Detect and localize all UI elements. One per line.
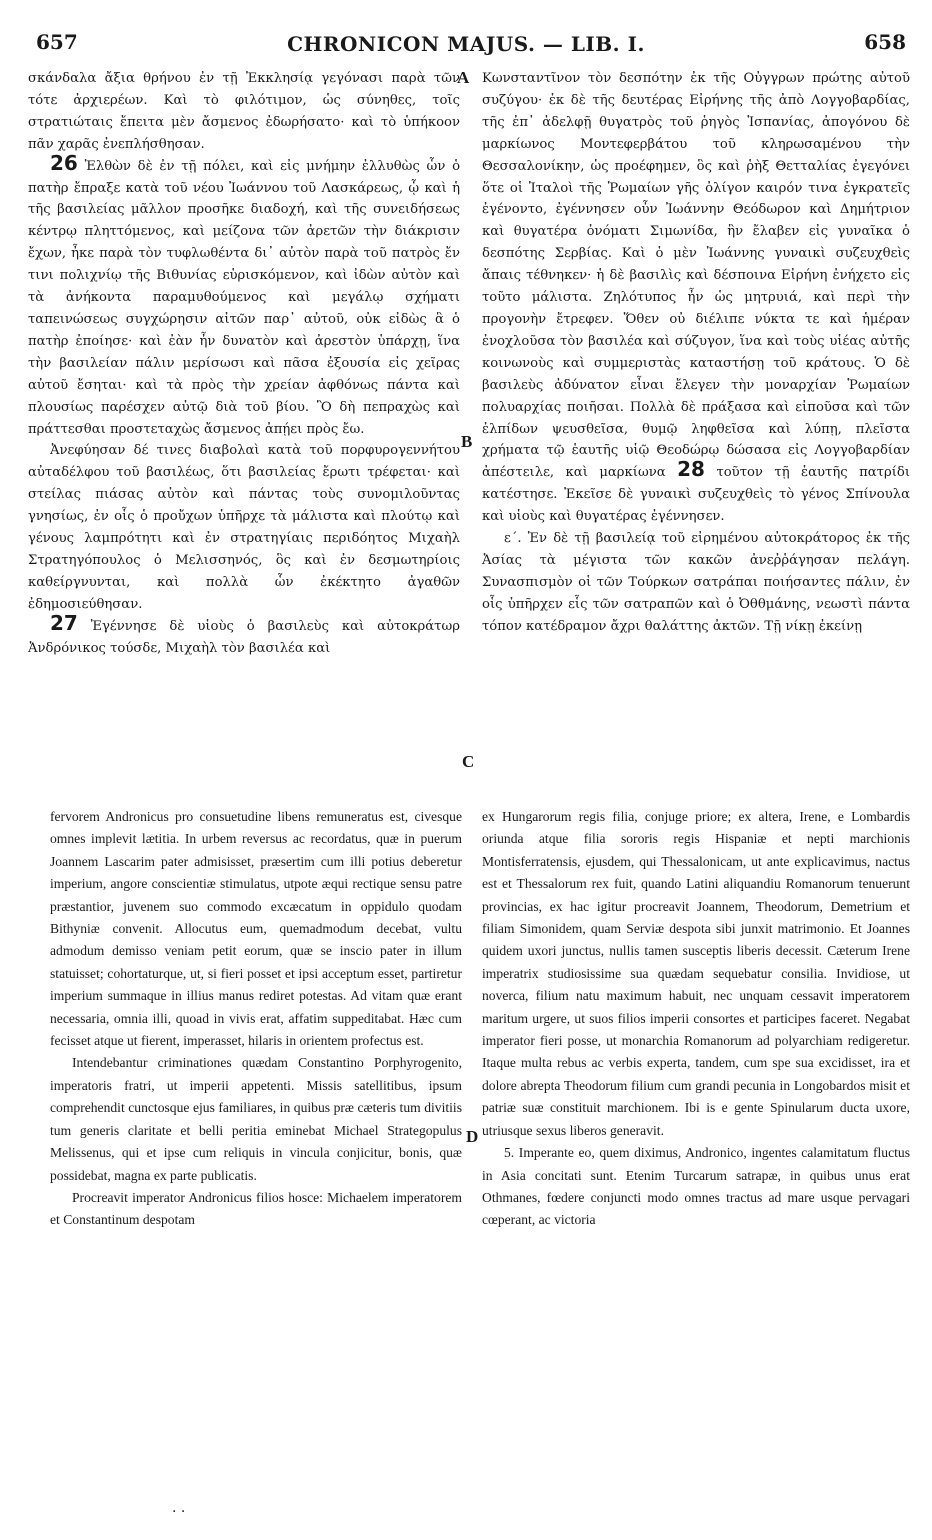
greek-right-paragraph-1	[482, 68, 910, 528]
page-speck: . .	[172, 1500, 186, 1516]
running-title: CHRONICON MAJUS. — LIB. I.	[287, 32, 645, 56]
latin-column-left	[50, 806, 462, 1232]
section-number-26: 26	[50, 150, 78, 175]
greek-column-right	[482, 68, 910, 638]
latin-column-right	[482, 806, 910, 1232]
section-number-27: 27	[50, 610, 78, 635]
greek-left-paragraph-4-text: Ἐγέννησε δὲ υἱοὺς ὁ βασιλεὺς καὶ αὐτοκράτωρ Ἀνδρόνικος τούσδε, Μιχαὴλ τὸν βασιλέα καὶ	[28, 618, 460, 656]
greek-column-left	[28, 68, 460, 659]
greek-left-paragraph-2-text: Ἐλθὼν δὲ ἐν τῇ πόλει, καὶ εἰς μνήμην ἐλλυθὼς ὧν ὁ πατὴρ ἔπραξε κατὰ τοῦ νέου Ἰωάννου τοῦ Λασκάρεως, ᾧ καὶ ἡ τῆς βασιλείας μᾶλλον προσῆκε διαδοχή, καὶ τῆς συνειδήσεως κέντρῳ πληττόμενος, καὶ μείζονα τῶν ἀρετῶν τὴν διάκρισιν ἔχων, ἦκε παρὰ τὸν τυφλωθέντα δι᾽ αὐτὸν παρὰ τοῦ πατρὸς ἔν τινι πολιχνίῳ τῆς Βιθυνίας εὑρισκόμενον, καὶ ἰδὼν αὐτὸν καὶ τὰ ἀνήκοντα παραμυθούμενος καὶ μεγάλῳ σχήματι ταπεινώσεως συγχώρησιν αἰτῶν παρ᾽ αὐτοῦ, οὐκ εἰδὼς ἃ ὁ πατὴρ ἐποίησε· καὶ ἐὰν ἦν δυνατὸν καὶ ἀρεστὸν ὑπάρχῃ, ἵνα τὴν βασιλείαν πάλιν μερίσωσι καὶ πᾶσα ἐξουσία εἰς χεῖρας αὐτοῦ ἔσηται· καὶ τὰ πρὸς τὴν χρείαν ἀφθόνως πάντα καὶ πλουσίως παρέσχεν αὐτῷ διὰ τοῦ βίου. Ὃ δὴ πεπραχὼς καὶ πράττεσθαι προστεταχὼς ἄσμενος ἀπῄει πρὸς ἔω.	[28, 158, 461, 437]
section-number-28: 28	[677, 457, 705, 482]
page-number-right: 658	[864, 30, 906, 54]
margin-letter-a: A	[457, 68, 470, 87]
greek-left-paragraph-4	[28, 610, 460, 660]
page-number-left: 657	[36, 30, 78, 54]
margin-letter-c: C	[462, 752, 475, 771]
greek-right-paragraph-1a: Κωνσταντῖνον τὸν δεσπότην ἐκ τῆς Οὐγγρων πρώτης αὐτοῦ συζύγου· ἐκ δὲ τῆς δευτέρας Εἰρήνης τῆς ἀπὸ Λογγοβαρδίας, τῆς ἐπ᾽ ἀδελφῇ θυγατρὸς τοῦ ῥηγὸς Ἱσπανίας, ἀπογόνου δὲ μαρκίωνος Μοντεφερβάτου τοῦ κληρωσαμένου τὴν Θεσσαλονίκην, ὡς προέφημεν, ὃς καὶ ῥὴξ Θετταλίας ἐγεγόνει ὅτε οἱ Ἰταλοὶ τῆς Ῥωμαίων γῆς ὀλίγον καιρόν τινα ἐγκρατεῖς ἐγένοντο, ἐγέννησεν οὖν Ἰωάννην Θεόδωρον καὶ Δημήτριον καὶ θυγατέρα ὀνόματι Σιμωνίδα, ἣν ἔλαβεν εἰς γυναῖκα ὁ δεσπότης Σερβίας. Καὶ ὁ μὲν Ἰωάννης γυναικὶ συζευχθεὶς ἄπαις τέθνηκεν· ἡ δὲ βασιλὶς καὶ δέσποινα Εἰρήνη ἐνήχετο εἰς τοῦτο μάλιστα. Ζηλότυπος ἦν ὡς μητρυιά, καὶ περὶ τὴν προγονὴν ἔτρεφεν. Ὅθεν οὐ διέλιπε νύκτα τε καὶ ἡμέραν ἐνοχλοῦσα τὸν βασιλέα καὶ σύζυγον, ἵνα καὶ τοὺς υἱέας αὐτῆς κοινωνοὺς καὶ συμμεριστὰς καταστήσῃ τοῦ κράτους. Ὁ δὲ βασιλεὺς ἀδύνατον εἶναι ἔλεγεν τὴν μοναρχίαν Ῥωμαίων πολυαρχίας ποιῆσαι. Πολλὰ δὲ πράξασα καὶ εἰποῦσα καὶ τῶν ἐλπίδων ψευσθεῖσα, θυμῷ ληφθεῖσα καὶ λύπῃ, πλεῖστα χρήματα τῷ ἑαυτῆς υἱῷ Θεοδώρῳ δώσασα εἰς Λογγοβαρδίαν ἀπέστειλε, καὶ μαρκίωνα	[482, 71, 910, 481]
greek-left-paragraph-3: Ἀνεφύησαν δέ τινες διαβολαὶ κατὰ τοῦ πορφυρογεννήτου αὐταδέλφου τοῦ βασιλέως, ὅτι βασιλείας ἔρωτι τρέφεται· καὶ στείλας πιάσας αὐτὸν καὶ πάντας τοὺς συνομιλοῦντας γνησίως, ἐν οἷς ὁ προὔχων ὑπῆρχε τὰ μάλιστα καὶ πλούτῳ καὶ γένους λαμπρότητι καὶ ἐν στρατηγίαις περιδόητος Μιχαὴλ Στρατηγόπουλος ὁ Μελισσηνός, ὃς καὶ ἐν δεσμωτηρίοις καθείργνυνται, καὶ πολλὰ ὧν ἐκέκτητο ἀγαθῶν ἐδημοσιεύθησαν.	[28, 443, 460, 612]
greek-right-paragraph-2: ε΄. Ἐν δὲ τῇ βασιλείᾳ τοῦ εἰρημένου αὐτοκράτορος ἐκ τῆς Ἀσίας τὰ μέγιστα τῶν κακῶν ἀνεῤῥάγησαν πελάγη. Συνασπισμὸν οἱ τῶν Τούρκων σατράπαι ποιήσαντες πάλιν, ἐν οἷς ὑπῆρχεν εἷς τῶν σατραπῶν καὶ ὁ Ὀθθμάνης, νεωστὶ πάντα τόπον κατέδραμον ἄχρι θαλάττης ἀκτῶν. Τῇ νίκῃ ἐκείνῃ	[482, 531, 910, 634]
page-header	[0, 30, 932, 60]
greek-right-paragraph-1b: τοῦτον τῇ ἑαυτῆς πατρίδι κατέστησε. Ἐκεῖσε δὲ γυναικὶ συζευχθεὶς τὸ γένος Σπίνουλα καὶ υἱοὺς καὶ θυγατέρας ἐγέννησεν.	[482, 465, 911, 525]
margin-letter-b: B	[461, 432, 473, 451]
latin-right-paragraph-2: 5. Imperante eo, quem diximus, Andronico, ingentes calamitatum fluctus in Asia concitati sunt. Etenim Turcarum satrapæ, in quibus unus erat Othmanes, fœdere conjuncti modo omnes tractus ad mare usque pervagari cœperant, ac victoria	[482, 1145, 910, 1228]
latin-left-paragraph-2: Intendebantur criminationes quædam Constantino Porphyrogenito, imperatoris fratri, ut imperii appetenti. Missis satellitibus, ipsum comprehendit cunctosque ejus familiares, in quibus præ cæteris tum divitiis tum generis claritate et belli peritia eminebat Michael Strategopulus Melissenus, qui et ipse cum reliquis in vincula conjicitur, bonis, quæ possidebat, magna ex parte publicatis.	[50, 1055, 462, 1183]
latin-left-paragraph-3: Procreavit imperator Andronicus filios hosce: Michaelem imperatorem et Constantinum despotam	[50, 1189, 462, 1228]
greek-left-paragraph-2	[28, 150, 461, 441]
latin-right-paragraph-1: ex Hungarorum regis filia, conjuge priore; ex altera, Irene, e Lombardis oriunda atque filia sororis regis Hispaniæ et nepti marchionis Montisferratensis, ejusdem, qui Thessalonicam, ut ante explicavimus, nactus est et Thessalorum rex fuit, quando Latini aliquandiu Romanorum tenuerunt provincias, ex hac igitur procreavit Joannem, Theodorum, Demetrium et filiam Simonidem, quam Serviæ despota sibi junxit matrimonio. Et Joannes quidem uxori junctus, nullis tamen susceptis liberis decessit. Cæterum Irene imperatrix studiosissime sua quædam sequebatur consilia. Invidiose, ut noverca, filium natu maximum habuit, nec unquam cessavit imperatorem maritum urgere, ut suos filios imperii consortes et participes faceret. Negabat imperator fieri posse, ut monarchia Romanorum ad polyarchiam redigeretur. Itaque multa rebus ac verbis experta, tandem, cum spe sua excidisset, ira et dolore abrepta Theodorum filium cum grandi pecunia in Longobardos misit et patriæ suæ constituit marchionem. Ibi is e gente Spinularum ducta uxore, utriusque sexus liberos generavit.	[482, 809, 910, 1138]
greek-left-paragraph-1: σκάνδαλα ἄξια θρήνου ἐν τῇ Ἐκκλησίᾳ γεγόνασι παρὰ τῶν τότε ἀρχιερέων. Καὶ τὸ φιλότιμον, ὡς σύνηθες, τοῖς στρατιώταις ἔπειτα μὲν ἄσμενος ἐδωρήσατο· καὶ τὸ ὑπήκοον πᾶν χαρᾶς ἐνεπλήσθησαν.	[28, 71, 460, 152]
latin-left-paragraph-1: fervorem Andronicus pro consuetudine libens remuneratus est, civesque omnes implevit lætitia. In urbem reversus ac recordatus, quæ in puerum Joannem Lascarim pater admisisset, præsertim cum illi potius deberetur imperium, angore conscientiæ stimulatus, utpote æqui rectique sensu patre præstantior, juvenem suo commodo excæcatum in oppidulo quodam Bithyniæ convenit. Allocutus eum, quemadmodum decebat, vultu admodum demisso veniam petit eorum, quæ se inscio pater in illum statuisset; cohortaturque, ut, si fieri posset et ipsi acceptum esset, partiretur imperium summaque in illius manus rediret potestas. Ad vitam quæ erant necessaria, omnia illi, quoad in vivis erat, affatim suppeditabat. Hæc cum fecisset atque ut fierent, imperasset, hilaris in orientem profectus est.	[50, 809, 462, 1049]
margin-letter-d: D	[466, 1127, 479, 1146]
